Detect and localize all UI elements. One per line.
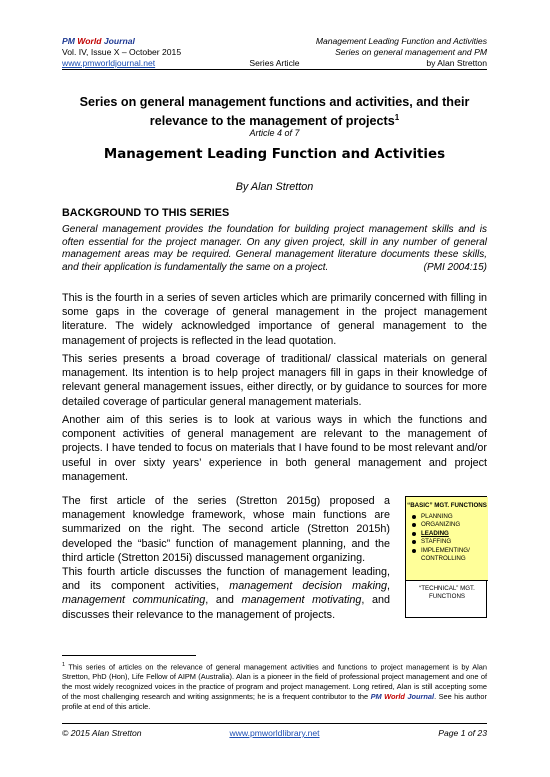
paragraph: This is the fourth in a series of seven articles which are primarily concerned with filling in some gaps in the coverage of general management in the project management literature. The widely acknowledged importance of general management to the management of projects is reflected in the lead quotation. (62, 292, 487, 347)
footer-rule (62, 723, 487, 724)
footnote-ref: 1 (394, 113, 400, 122)
list-item: PLANNING (412, 513, 488, 521)
series-title: Series on general management functions and activities, and their relevance to the management of projects$^1$ (79, 95, 470, 129)
article-number: Article 4 of 7 (249, 128, 300, 138)
basic-functions-panel (406, 497, 488, 581)
header-series-desc: Series on general management and PM (335, 47, 487, 57)
footer-site-link[interactable]: www.pmworldlibrary.net (229, 728, 320, 738)
bullet-icon (412, 549, 416, 553)
section-heading: BACKGROUND TO THIS SERIES (62, 207, 230, 219)
bullet-icon (412, 540, 416, 544)
running-header (62, 36, 487, 69)
paragraph: This series presents a broad coverage of traditional/ classical materials on general management. Its intention is to help project managers fill in gaps in their knowledge of relevant general management issues, either directly, or by guidance to sources for more detailed coverage of particular general management materials. (62, 353, 487, 408)
list-item: ORGANIZING (412, 521, 488, 529)
lead-quote: General management provides the foundation for building project management skills and is often essential for the project manager. On any given project, skill in any number of general management areas may be required. General management literature documents these skills, and their application is fundamentally the same on a project. (PMI 2004:15) (62, 224, 487, 273)
technical-functions-label: “TECHNICAL” MGT. FUNCTIONS (419, 585, 475, 600)
author: By Alan Stretton (235, 181, 314, 193)
page-title: Management Leading Function and Activities (103, 147, 446, 162)
list-item: STAFFING (412, 538, 488, 546)
header-article-title: Management Leading Function and Activities (315, 36, 487, 46)
header-rule (62, 69, 487, 70)
basic-functions-list (406, 510, 488, 563)
bullet-icon (412, 532, 416, 536)
paragraph: This fourth article discusses the function of management leading, and its component activities, management decision making, management communicating, and management motivating, and discusses their relevance to the management of projects. (62, 566, 391, 621)
paragraph: The first article of the series (Stretton 2015g) proposed a management knowledge framework, whose main functions are summarized on the right. The second article (Stretton 2015h) developed the “basic” function of management planning, and the third article (Stretton 2015i) discussed management organizing. (62, 495, 390, 564)
bullet-icon (412, 515, 416, 519)
page-number: Page 1 of 23 (438, 728, 487, 738)
list-item: LEADING (412, 530, 488, 538)
basic-functions-title: “BASIC” MGT. FUNCTIONS (407, 502, 487, 509)
quote-citation: (PMI 2004:15) (423, 261, 487, 273)
bullet-icon (412, 523, 416, 527)
list-item: IMPLEMENTING/ CONTROLLING (412, 547, 488, 564)
header-site-link[interactable]: www.pmworldjournal.net (62, 58, 156, 68)
footer-copyright: © 2015 Alan Stretton (62, 728, 142, 738)
footnote: $^1$ This series of articles on the relevance of general management activities and functions to project management is by Alan Stretton, PhD (Hon), Life Fellow of AIPM (Australia). Alan is a pioneer in the field of professional project management and one of the most widely recognized voices in the practice of program and project management. Long retired, Alan is still accepting some of the most challenging research and writing assignments; he is a frequent contributor to the PM World Journal. See his author profile at end of this article. (62, 662, 488, 712)
journal-name: PM World Journal (62, 36, 135, 46)
header-issue: Vol. IV, Issue X – October 2015 (62, 47, 182, 57)
paragraph: Another aim of this series is to look at various ways in which the functions and component activities of general management are relevant to the management of projects. I have tended to focus on materials that I have found to be most relevant and/or useful in over sixty years’ experience in both general management and project management. (62, 414, 487, 483)
header-article-type: Series Article (249, 58, 300, 68)
page-footer (62, 728, 487, 738)
functions-box (405, 496, 487, 618)
footnote-rule (62, 655, 196, 656)
header-byline: by Alan Stretton (426, 58, 487, 68)
